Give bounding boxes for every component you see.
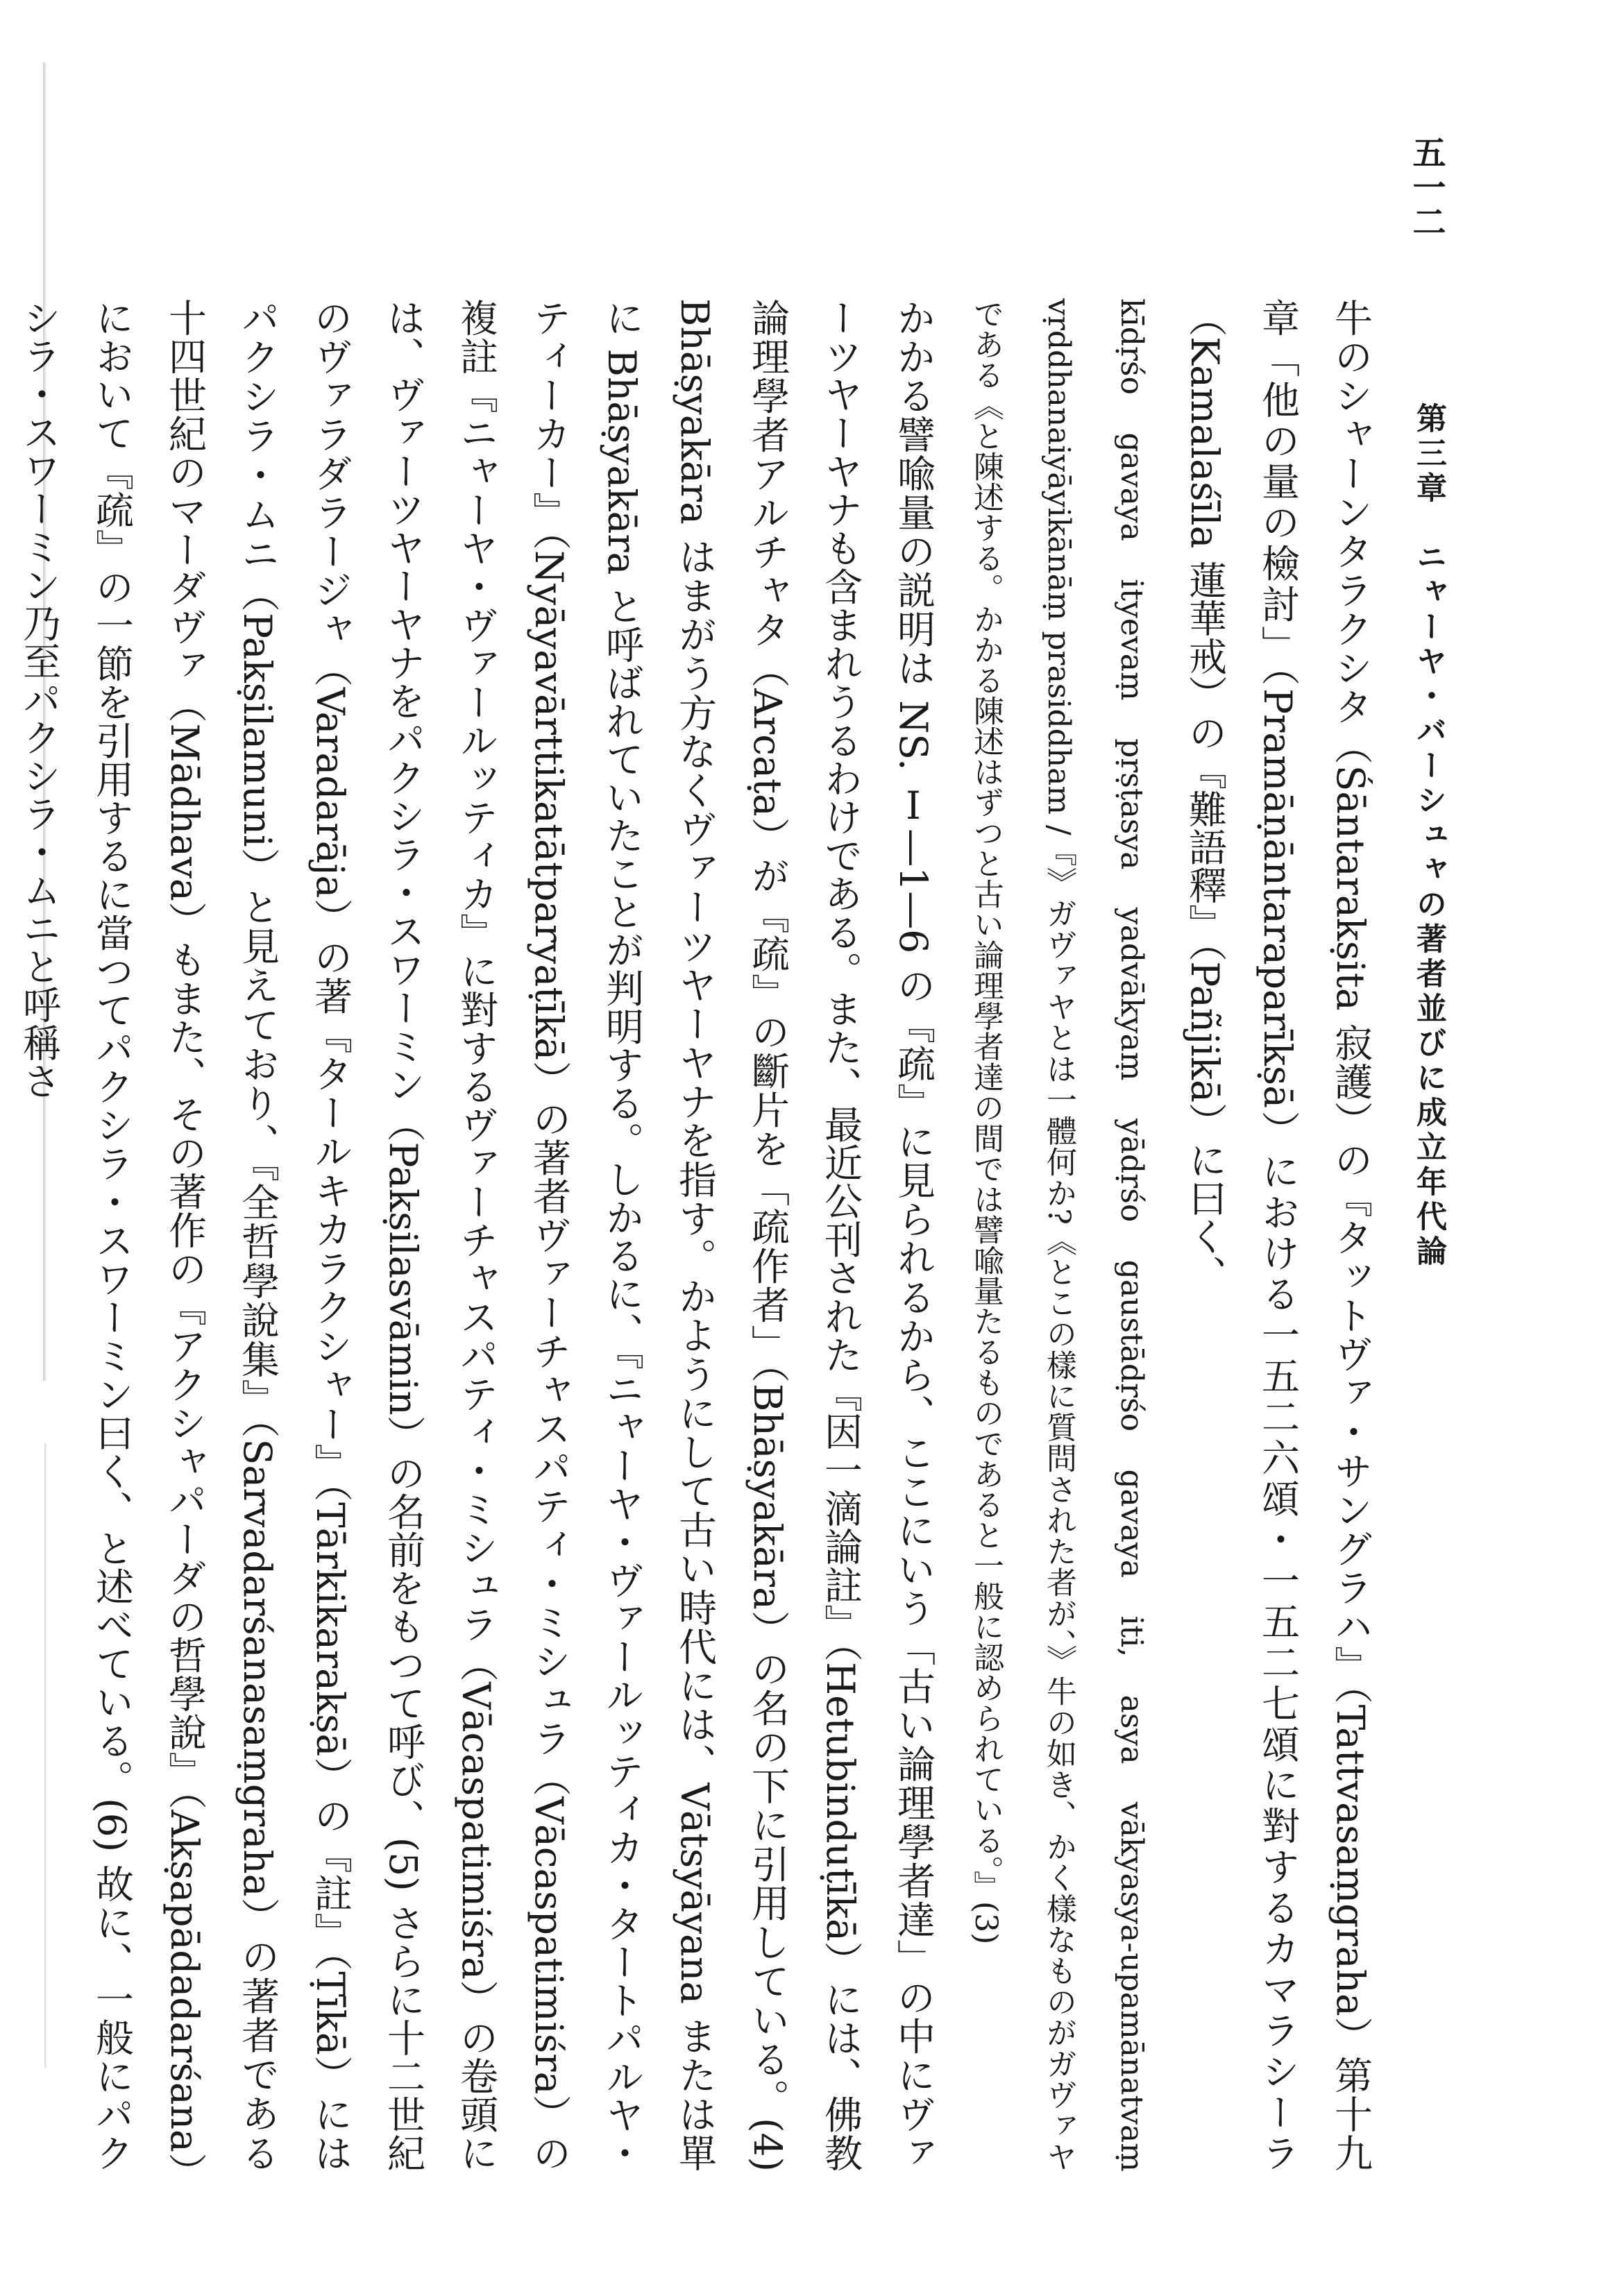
sanskrit-quotation: kīdṛśo gavaya ityevaṃ pṛṣṭasya yadvākyaṃ yādṛśo gaustādṛśo gavaya iti, asya vākyasya-upamānatvaṃ vṛddhanaiyāyikānāṃ prasiddham /『》ガヴァヤとは一體何か?《とこの樣に質問された者が、》牛の如き、かく樣なものがガヴァヤである《と陳述する。かかる陳述はずつと古い論理學者達の間では譬喩量たるものであると一般に認められている。』(3) xyxy=(968,298,1149,2172)
body-text xyxy=(17,298,1387,2172)
page-number: 五一二 xyxy=(1407,135,1446,239)
running-head: 第三章 ニャーヤ・バーシュャの著者並びに成立年代論 xyxy=(1411,402,1446,1270)
paragraph-intro: 牛のシャーンタラクシタ（Śāntarakṣita 寂護）の『タットヴァ・サングラハ』（Tattvasaṃgraha）第十九章「他の量の檢討」（Pramāṇāntaraparīkṣā）における一五二六頌・一五二七頌に對するカマラシーラ（Kamalaśīla 蓮華戒）の『難語釋』（Pañjikā）に曰く、 xyxy=(1183,298,1373,2172)
paragraph-discussion: かかる譬喩量の説明は NS. Ⅰ—1—6 の『疏』に見られるから、ここにいう「古い論理學者達」の中にヴァーツヤーヤナも含まれうるわけである。また、最近公刊された『因一滴論註』（Hetubinduṭīkā）には、佛教論理學者アルチャタ（Arcaṭa）が『疏』の斷片を「疏作者」（Bhāṣyakāra）の名の下に引用している。(4) Bhāṣyakāra はまがう方なくヴァーツヤーヤナを指す。かようにして古い時代には、Vātsyāyana または單に Bhāṣyakāra と呼ばれていたことが判明する。しかるに、『ニャーヤ・ヴァールッティカ・タートパルヤ・ティーカー』（Nyāyavārttikatātparyaṭīkā）の著者ヴァーチャスパティ・ミシュラ（Vācaspatimiśra）の複註『ニャーヤ・ヴァールッティカ』に對するヴァーチャスパティ・ミシュラ（Vācaspatimiśra）の卷頭には、ヴァーツヤーヤナをパクシラ・スワーミン（Pakṣilasvāmin）の名前をもつて呼び、(5) さらに十二世紀のヴァラダラージャ（Varadarāja）の著『タールキカラクシャー』（Tārkikarakṣā）の『註』（Ṭīkā）にはパクシラ・ムニ（Pakṣilamuni）と見えており、『全哲學說集』（Sarvadarśanasaṃgraha）の著者である十四世紀のマーダヴァ（Mādhava）もまた、その著作の『アクシャパーダの哲學說』（Akṣapādadarśana）において『疏』の一節を引用するに當つてパクシラ・スワーミン曰く、と述べている。(6) 故に、一般にパクシラ・スワーミン乃至パクシラ・ムニと呼稱さ xyxy=(17,298,936,2172)
